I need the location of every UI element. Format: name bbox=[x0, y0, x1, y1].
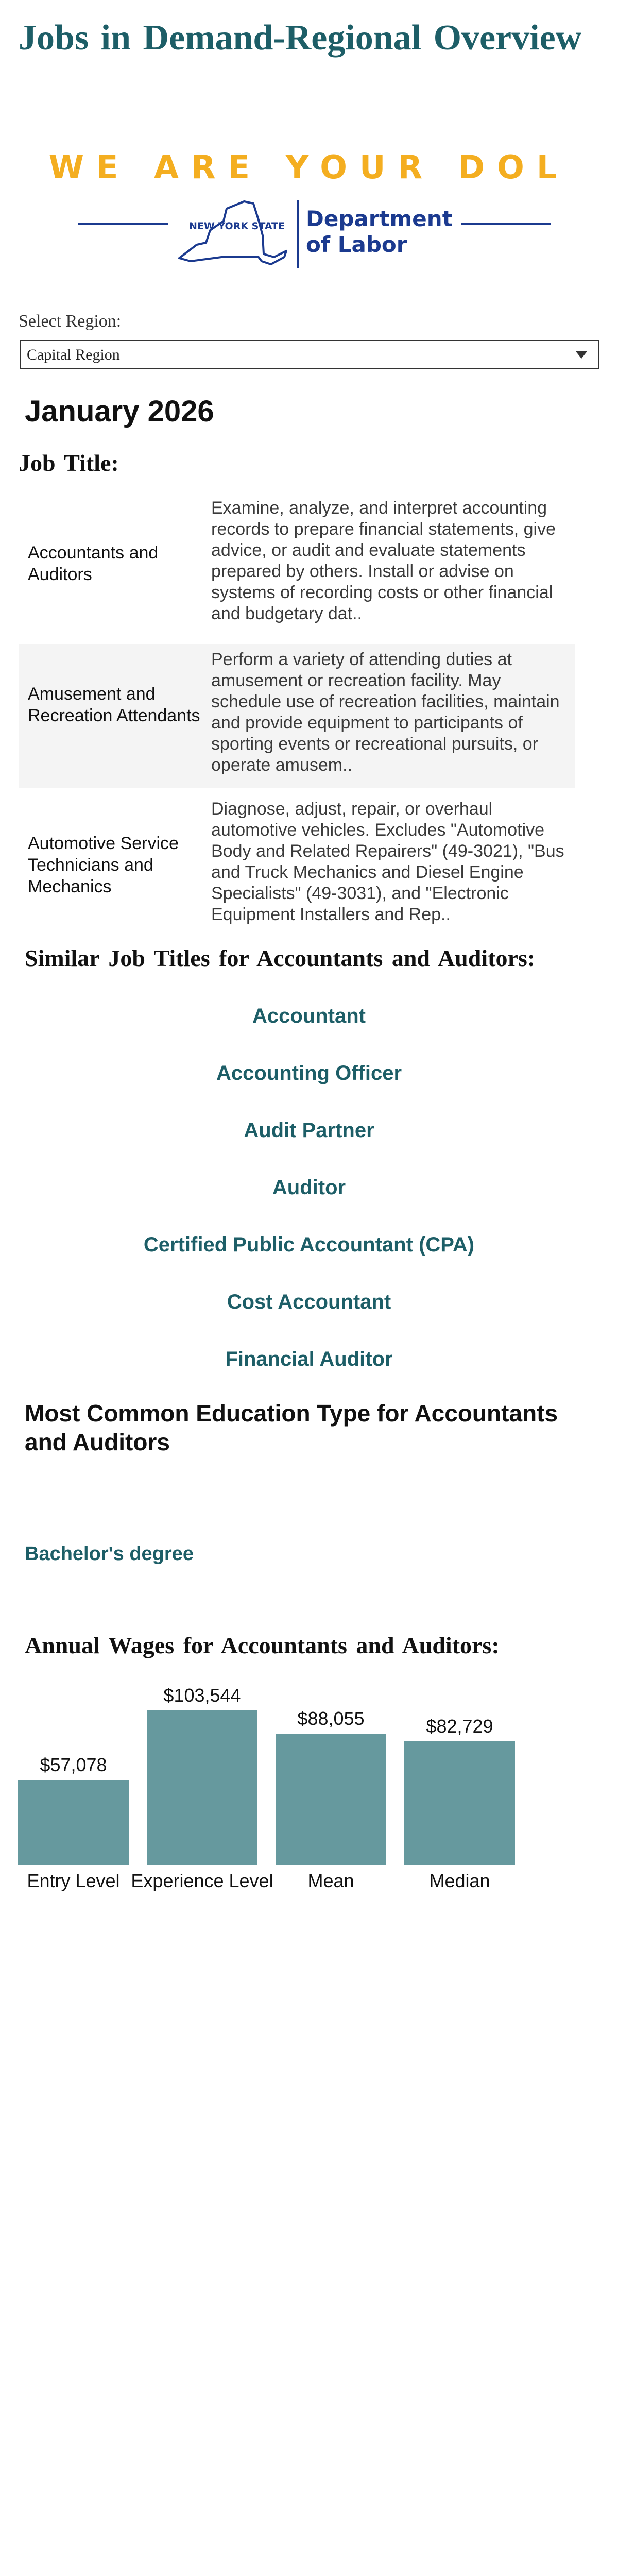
department-line-1: Department bbox=[306, 206, 453, 231]
job-description: Perform a variety of attending duties at amusement or recreation facility. May schedule use of recreation facilities, maintain and provide equipment to participants of sporting events or recreational pursuits, or operate amusem.. bbox=[211, 650, 560, 775]
table-row[interactable] bbox=[19, 484, 575, 639]
wage-bar[interactable] bbox=[147, 1710, 258, 1865]
similar-title-link[interactable]: Accountant bbox=[252, 1005, 366, 1027]
similar-title-link[interactable]: Auditor bbox=[272, 1176, 346, 1199]
similar-title-link[interactable]: Accounting Officer bbox=[216, 1062, 402, 1084]
chevron-down-icon bbox=[576, 351, 587, 359]
wage-bar[interactable] bbox=[276, 1734, 386, 1865]
wage-bar-category: Entry Level bbox=[27, 1870, 120, 1891]
similar-title-link[interactable]: Audit Partner bbox=[244, 1119, 374, 1142]
job-title-heading: Job Title: bbox=[19, 450, 119, 476]
wage-bar-category: Median bbox=[429, 1870, 490, 1891]
logo-state-text: NEW YORK STATE bbox=[189, 221, 285, 232]
month-title: January 2026 bbox=[25, 395, 214, 428]
department-line-2: of Labor bbox=[306, 232, 407, 257]
wage-bar-value: $88,055 bbox=[297, 1708, 365, 1729]
similar-title-link[interactable]: Financial Auditor bbox=[225, 1348, 393, 1370]
wage-bar[interactable] bbox=[18, 1780, 129, 1865]
similar-title-link[interactable]: Certified Public Accountant (CPA) bbox=[143, 1233, 475, 1256]
job-name: Amusement and Recreation Attendants bbox=[28, 684, 200, 725]
wage-bar-value: $57,078 bbox=[40, 1754, 107, 1775]
department-name bbox=[306, 206, 460, 258]
wage-bar-category: Experience Level bbox=[131, 1870, 273, 1891]
wages-heading: Annual Wages for Accountants and Auditors: bbox=[25, 1632, 500, 1658]
job-name: Automotive Service Technicians and Mechanics bbox=[28, 834, 179, 896]
education-value: Bachelor's degree bbox=[25, 1543, 194, 1565]
logo-rule-left bbox=[78, 223, 168, 225]
similar-title-link[interactable]: Cost Accountant bbox=[227, 1291, 391, 1313]
job-description: Diagnose, adjust, repair, or overhaul automotive vehicles. Excludes "Automotive Body and Related Repairers" (49-3021), "Bus and Truck Mechanics and Diesel Engine Specialists" (49-3031), and "Electronic Equipment Installers and Rep.. bbox=[211, 799, 564, 924]
region-label: Select Region: bbox=[19, 312, 122, 331]
education-heading: Most Common Education Type for Accountants and Auditors bbox=[25, 1400, 558, 1455]
table-row[interactable] bbox=[19, 644, 575, 788]
page-title: Jobs in Demand-Regional Overview bbox=[19, 18, 582, 58]
job-title-table[interactable] bbox=[19, 484, 575, 925]
wage-bar[interactable] bbox=[404, 1741, 515, 1865]
region-select[interactable] bbox=[20, 340, 599, 369]
banner-slogan: WE ARE YOUR DOL bbox=[48, 148, 570, 186]
similar-titles-heading: Similar Job Titles for Accountants and Auditors: bbox=[25, 945, 536, 971]
region-selected-value: Capital Region bbox=[27, 346, 120, 363]
wage-bar-value: $82,729 bbox=[426, 1716, 493, 1737]
wage-bar-category: Mean bbox=[307, 1870, 354, 1891]
wage-bar-chart bbox=[0, 1669, 618, 1906]
table-row[interactable] bbox=[19, 793, 575, 925]
logo-divider bbox=[297, 200, 299, 268]
ny-state-logo bbox=[176, 197, 289, 267]
job-description: Examine, analyze, and interpret accounting records to prepare financial statements, give advice, or audit and evaluate statements prepared by others. Install or advise on systems of recording costs or other financial and budgetary dat.. bbox=[211, 498, 556, 623]
job-name: Accountants and Auditors bbox=[28, 543, 159, 584]
logo-rule-right bbox=[461, 223, 551, 225]
wage-bar-value: $103,544 bbox=[163, 1685, 241, 1706]
